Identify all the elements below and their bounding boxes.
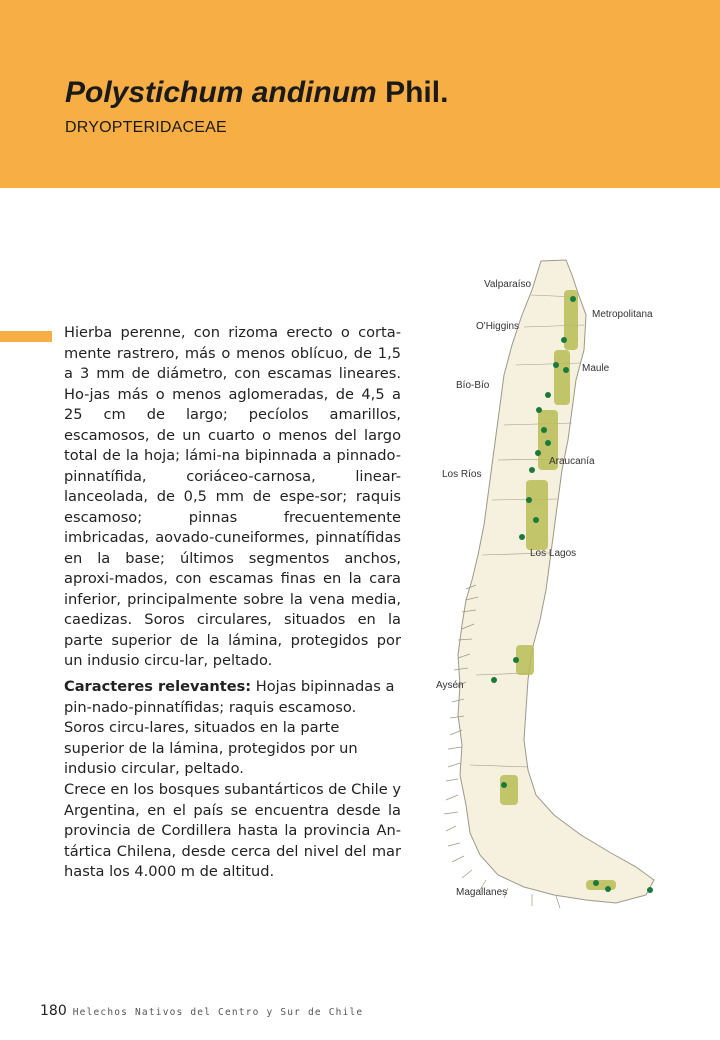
record-point xyxy=(593,880,599,886)
record-point xyxy=(563,367,569,373)
record-point xyxy=(533,517,539,523)
book-title: Helechos Nativos del Centro y Sur de Chile xyxy=(72,1007,364,1018)
region-label-loslagos: Los Lagos xyxy=(530,548,577,559)
record-point xyxy=(529,467,535,473)
record-point xyxy=(553,362,559,368)
record-point xyxy=(535,450,541,456)
region-label-aysen: Aysén xyxy=(436,680,464,691)
region-label-ohiggins: O'Higgins xyxy=(476,321,520,332)
region-label-metropolitana: Metropolitana xyxy=(592,309,653,320)
region-label-losrios: Los Ríos xyxy=(442,469,482,480)
relevant-characters-paragraph xyxy=(64,677,401,780)
page-number: 180 xyxy=(40,1003,67,1019)
region-label-valparaiso: Valparaíso xyxy=(484,279,532,290)
record-point xyxy=(545,440,551,446)
region-label-maule: Maule xyxy=(582,363,610,374)
record-point xyxy=(513,657,519,663)
record-point xyxy=(541,427,547,433)
record-point xyxy=(491,677,497,683)
region-label-araucania: Araucanía xyxy=(549,456,595,467)
description-paragraph: Hierba perenne, con rizoma erecto o corta-mente rastrero, más o menos oblícuo, de 1,5 a 3 mm de diámetro, con escamas lineares. Ho-jas más o menos aglomeradas, de 4,5 a 25 cm de largo; pecíolos amarillos, escamosos, de un cuarto o menos del largo total de la hoja; lámi-na bipinnada a pinnado-pinnatífida, coriáceo-carnosa, linear-lanceolada, de 0,5 mm de espe-sor; raquis escamoso; pinnas frecuentemente imbricadas, aovado-cuneiformes, pinnatífidas en la base; últimos segmentos anchos, aproxi-mados, con escamas finas en la cara inferior, principalmente sobre la vena media, caedizas. Soros circulares, situados en la parte superior de la lámina, protegidos por un indusio circu-lar, peltado. xyxy=(64,324,401,669)
record-point xyxy=(605,886,611,892)
region-label-magallanes: Magallanes xyxy=(456,887,508,898)
relevant-characters-text: Hojas bipinnadas a pin-nado-pinnatífidas; raquis escamoso. Soros circu-lares, situados en la parte superior de la lámina, protegidos por un indusio circular, peltado. xyxy=(64,678,395,777)
record-point xyxy=(561,337,567,343)
family-name: DRYOPTERIDACEAE xyxy=(65,119,227,136)
distribution-map xyxy=(436,255,672,910)
record-point xyxy=(570,296,576,302)
record-point xyxy=(501,782,507,788)
record-point xyxy=(545,392,551,398)
header-band xyxy=(0,0,720,188)
record-point xyxy=(647,887,653,893)
record-point xyxy=(519,534,525,540)
distribution-paragraph: Crece en los bosques subantárticos de Chile y Argentina, en el país se encuentra desde la provincia de Cordillera hasta la provincia An-tártica Chilena, desde cerca del nivel del mar hasta los 4.000 m de altitud. xyxy=(64,781,401,880)
species-author: Phil. xyxy=(385,76,449,109)
species-title xyxy=(65,76,448,110)
region-label-biobio: Bío-Bío xyxy=(456,380,490,391)
record-point xyxy=(536,407,542,413)
record-point xyxy=(526,497,532,503)
page-footer xyxy=(40,1002,363,1019)
relevant-characters-label: Caracteres relevantes: xyxy=(64,678,252,695)
side-tab-marker xyxy=(0,331,52,342)
species-name: Polystichum andinum xyxy=(65,76,377,109)
